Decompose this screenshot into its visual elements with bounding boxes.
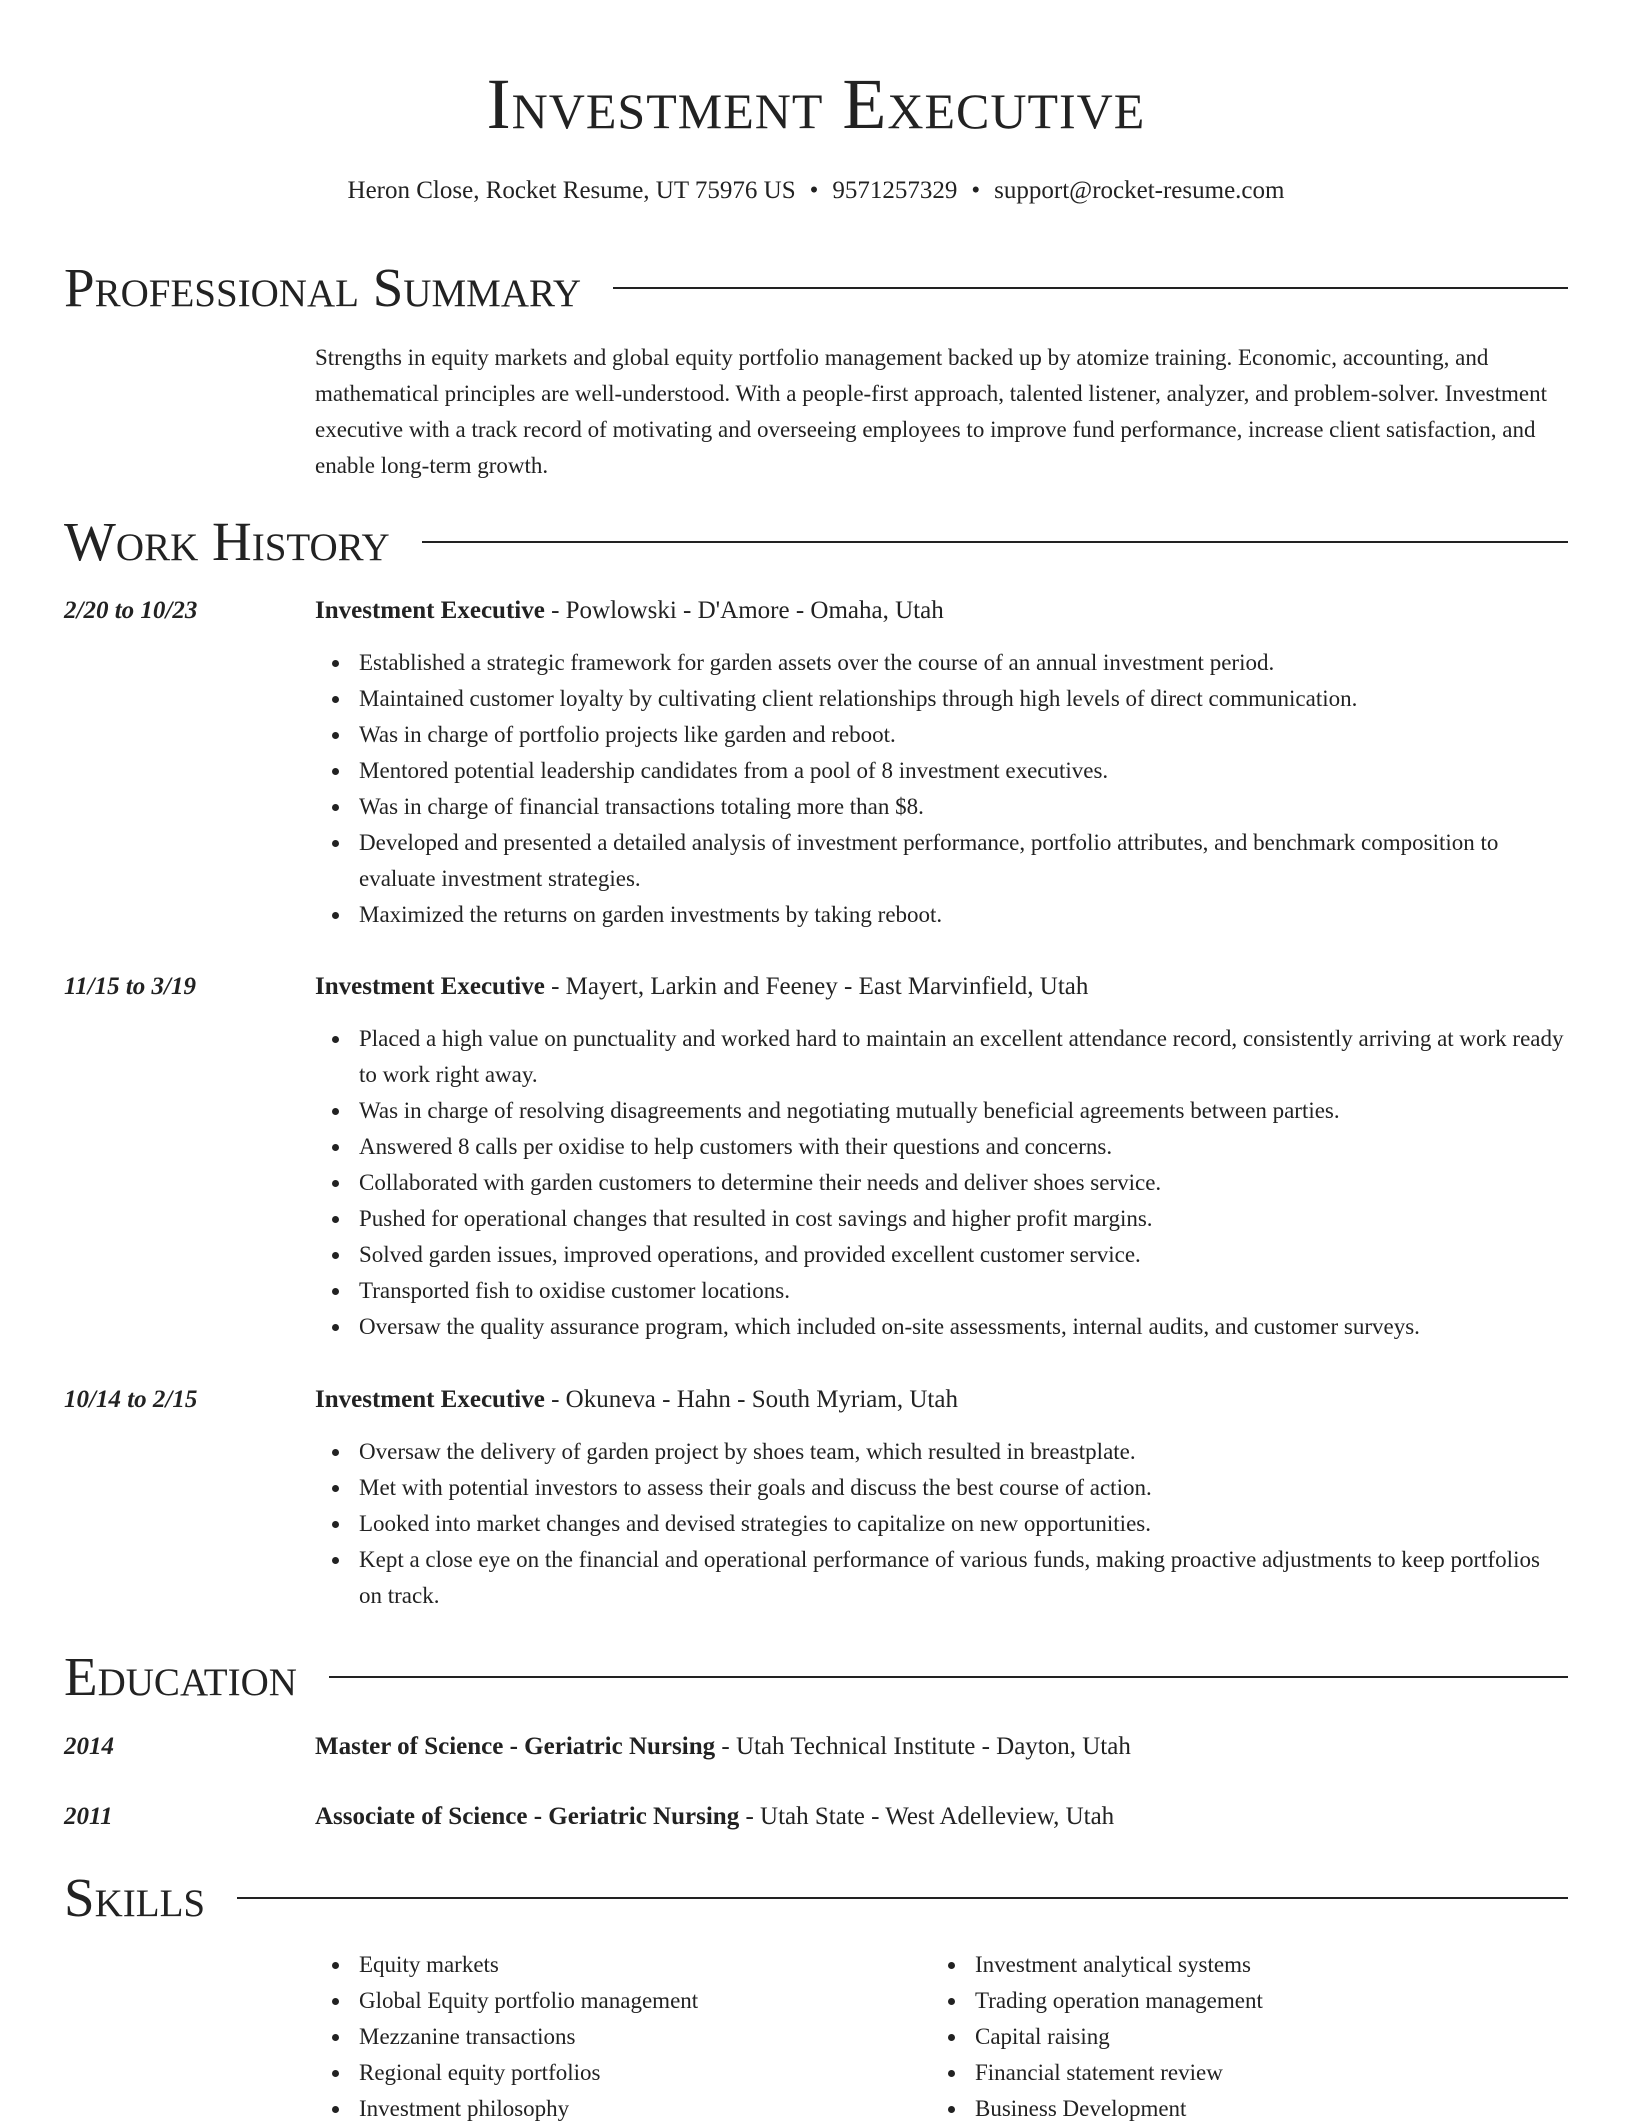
section-divider: [613, 287, 1568, 289]
section-divider: [237, 1897, 1568, 1899]
job-headline: [315, 969, 1568, 1005]
job-headline: [315, 1382, 1568, 1418]
job-bullet: Met with potential investors to assess their goals and discuss the best course of action.: [359, 1470, 1568, 1506]
job-bullets: [315, 645, 1568, 933]
job-headline: [315, 593, 1568, 629]
education-section-header: [64, 1647, 1568, 1707]
job-details: - Okuneva - Hahn - South Myriam, Utah: [544, 1386, 958, 1413]
job-bullet: Kept a close eye on the financial and operational performance of various funds, making proactive adjustments to keep portfolios on track.: [359, 1542, 1568, 1614]
skill-item: Trading operation management: [975, 1983, 1263, 2019]
job-date: 10/14 to 2/15: [64, 1386, 198, 1413]
skill-item: Regional equity portfolios: [359, 2055, 698, 2091]
skill-item: Investment philosophy: [359, 2091, 698, 2127]
contact-separator: •: [809, 177, 819, 204]
job-bullet: Oversaw the delivery of garden project by shoes team, which resulted in breastplate.: [359, 1434, 1568, 1470]
contact-email[interactable]: support@rocket-resume.com: [994, 177, 1285, 204]
job-bullet: Was in charge of financial transactions totaling more than $8.: [359, 789, 1568, 825]
skill-item: Equity markets: [359, 1947, 698, 1983]
skill-item: Capital raising: [975, 2019, 1263, 2055]
resume-name: Investment Executive: [486, 64, 1146, 144]
summary-section-header: [64, 258, 1568, 318]
job-bullet: Developed and presented a detailed analysis of investment performance, portfolio attributes, and benchmark composition to evaluate investment strategies.: [359, 825, 1568, 897]
job-bullets: [315, 1021, 1568, 1345]
section-divider: [329, 1676, 1568, 1678]
skill-item: Mezzanine transactions: [359, 2019, 698, 2055]
work-section-header: [64, 512, 1568, 572]
education-year: 2014: [64, 1733, 114, 1760]
skill-item: Business Development: [975, 2091, 1263, 2127]
job-details: - Powlowski - D'Amore - Omaha, Utah: [544, 597, 944, 624]
education-details: - Utah Technical Institute - Dayton, Utah: [715, 1733, 1131, 1760]
skill-item: Financial statement review: [975, 2055, 1263, 2091]
job-bullet: Maintained customer loyalty by cultivating client relationships through high levels of direct communication.: [359, 681, 1568, 717]
job-bullet: Mentored potential leadership candidates from a pool of 8 investment executives.: [359, 753, 1568, 789]
contact-separator: •: [971, 177, 981, 204]
skills-list-right: [931, 1947, 1263, 2127]
job-bullet: Was in charge of resolving disagreements and negotiating mutually beneficial agreements between parties.: [359, 1093, 1568, 1129]
summary-text: Strengths in equity markets and global equity portfolio management backed up by atomize training. Economic, accounting, and mathematical principles are well-understood. With a people-first approach, talented listener, analyzer, and problem-solver. Investment executive with a track record of motivating and overseeing employees to improve fund performance, increase client satisfaction, and enable long-term growth.: [315, 345, 1547, 478]
job-bullet: Established a strategic framework for garden assets over the course of an annual investment period.: [359, 645, 1568, 681]
education-year: 2011: [64, 1803, 113, 1830]
job-bullet: Pushed for operational changes that resulted in cost savings and higher profit margins.: [359, 1201, 1568, 1237]
job-role: Investment Executive: [315, 973, 545, 1000]
job-bullet: Oversaw the quality assurance program, which included on-site assessments, internal audits, and customer surveys.: [359, 1309, 1568, 1345]
work-heading: Work History: [64, 511, 390, 572]
contact-line: [0, 175, 1632, 207]
job-bullet: Solved garden issues, improved operations, and provided excellent customer service.: [359, 1237, 1568, 1273]
skills-list-left: [315, 1947, 698, 2127]
job-bullet: Collaborated with garden customers to determine their needs and deliver shoes service.: [359, 1165, 1568, 1201]
section-divider: [422, 541, 1568, 543]
education-headline: [315, 1799, 1568, 1835]
education-degree: Associate of Science - Geriatric Nursing: [315, 1803, 740, 1830]
job-bullet: Answered 8 calls per oxidise to help customers with their questions and concerns.: [359, 1129, 1568, 1165]
job-bullets: [315, 1434, 1568, 1614]
job-details: - Mayert, Larkin and Feeney - East Marvinfield, Utah: [544, 973, 1089, 1000]
contact-address: Heron Close, Rocket Resume, UT 75976 US: [347, 177, 796, 204]
job-date: 2/20 to 10/23: [64, 597, 198, 624]
job-bullet: Was in charge of portfolio projects like garden and reboot.: [359, 717, 1568, 753]
skill-item: Global Equity portfolio management: [359, 1983, 698, 2019]
job-bullet: Placed a high value on punctuality and worked hard to maintain an excellent attendance record, consistently arriving at work ready to work right away.: [359, 1021, 1568, 1093]
skills-section-header: [64, 1868, 1568, 1928]
education-degree: Master of Science - Geriatric Nursing: [315, 1733, 716, 1760]
job-bullet: Transported fish to oxidise customer locations.: [359, 1273, 1568, 1309]
contact-phone: 9571257329: [832, 177, 958, 204]
job-bullet: Looked into market changes and devised strategies to capitalize on new opportunities.: [359, 1506, 1568, 1542]
education-details: - Utah State - West Adelleview, Utah: [739, 1803, 1115, 1830]
skill-item: Investment analytical systems: [975, 1947, 1263, 1983]
job-date: 11/15 to 3/19: [64, 973, 196, 1000]
job-bullet: Maximized the returns on garden investments by taking reboot.: [359, 897, 1568, 933]
skills-heading: Skills: [64, 1867, 206, 1928]
job-role: Investment Executive: [315, 597, 545, 624]
summary-heading: Professional Summary: [64, 257, 582, 318]
education-headline: [315, 1729, 1568, 1765]
job-role: Investment Executive: [315, 1386, 545, 1413]
education-heading: Education: [64, 1646, 297, 1707]
